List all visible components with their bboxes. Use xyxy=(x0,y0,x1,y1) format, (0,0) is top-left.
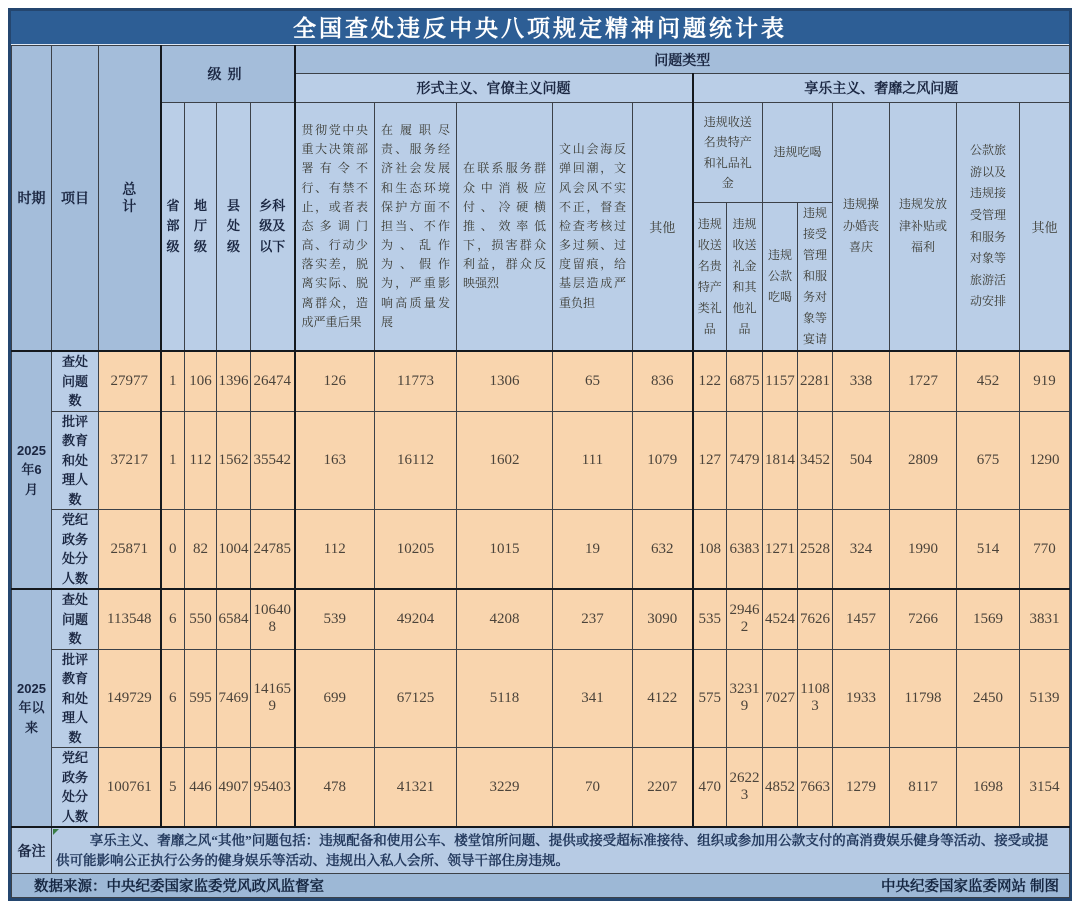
value-cell: 112 xyxy=(295,510,375,590)
value-cell: 113548 xyxy=(99,589,161,649)
value-cell: 1 xyxy=(161,351,185,411)
value-cell: 1 xyxy=(161,411,185,510)
period-cell: 2025年6月 xyxy=(12,351,52,589)
value-cell: 141659 xyxy=(251,649,295,748)
table-row xyxy=(12,649,1070,748)
table-row xyxy=(12,589,1070,649)
col-group-banquets: 违规吃喝 xyxy=(763,103,833,203)
col-group-hedonism: 享乐主义、奢靡之风问题 xyxy=(693,74,1070,103)
data-source: 数据来源：中央纪委国家监委党风政风监督室 xyxy=(34,879,324,896)
value-cell: 127 xyxy=(693,411,727,510)
value-cell: 126 xyxy=(295,351,375,411)
value-cell: 11083 xyxy=(798,649,833,748)
value-cell: 1279 xyxy=(833,748,890,828)
value-cell: 237 xyxy=(553,589,633,649)
value-cell: 70 xyxy=(553,748,633,828)
value-cell: 6875 xyxy=(727,351,763,411)
value-cell: 5118 xyxy=(457,649,553,748)
value-cell: 341 xyxy=(553,649,633,748)
value-cell: 2207 xyxy=(633,748,693,828)
credit: 中央纪委国家监委网站 制图 xyxy=(880,879,1060,896)
value-cell: 8117 xyxy=(890,748,957,828)
value-cell: 26474 xyxy=(251,351,295,411)
col-header-accepting-banquets: 违规接受管理和服务对象等宴请 xyxy=(798,203,833,352)
header-row-3 xyxy=(12,103,1070,203)
value-cell: 7479 xyxy=(727,411,763,510)
statistics-table xyxy=(11,45,1070,898)
value-cell: 7626 xyxy=(798,589,833,649)
value-cell: 1396 xyxy=(217,351,251,411)
item-cell: 党纪政务处分人数 xyxy=(52,510,99,590)
value-cell: 6383 xyxy=(727,510,763,590)
value-cell: 470 xyxy=(693,748,727,828)
value-cell: 7469 xyxy=(217,649,251,748)
value-cell: 112 xyxy=(185,411,217,510)
value-cell: 6 xyxy=(161,589,185,649)
value-cell: 1015 xyxy=(457,510,553,590)
value-cell: 1569 xyxy=(957,589,1020,649)
green-corner-marker xyxy=(53,829,59,835)
value-cell: 3229 xyxy=(457,748,553,828)
col-header-level-county: 县处级 xyxy=(217,103,251,352)
col-header-hedonism-other: 其他 xyxy=(1020,103,1070,352)
col-group-level: 级别 xyxy=(161,46,295,103)
col-header-weddings-funerals: 违规操办婚丧喜庆 xyxy=(833,103,890,352)
value-cell: 504 xyxy=(833,411,890,510)
value-cell: 1004 xyxy=(217,510,251,590)
value-cell: 3090 xyxy=(633,589,693,649)
value-cell: 16112 xyxy=(375,411,457,510)
value-cell: 535 xyxy=(693,589,727,649)
item-cell: 查处问题数 xyxy=(52,589,99,649)
value-cell: 595 xyxy=(185,649,217,748)
value-cell: 338 xyxy=(833,351,890,411)
col-group-gifts: 违规收送名贵特产和礼品礼金 xyxy=(693,103,763,203)
value-cell: 25871 xyxy=(99,510,161,590)
value-cell: 29462 xyxy=(727,589,763,649)
table-row xyxy=(12,351,1070,411)
value-cell: 106408 xyxy=(251,589,295,649)
col-header-formalism-4: 文山会海反弹回潮，文风会风不实不正，督查检查考核过多过频、过度留痕，给基层造成严重负担 xyxy=(553,103,633,352)
value-cell: 2450 xyxy=(957,649,1020,748)
value-cell: 699 xyxy=(295,649,375,748)
value-cell: 1602 xyxy=(457,411,553,510)
value-cell: 95403 xyxy=(251,748,295,828)
value-cell: 41321 xyxy=(375,748,457,828)
value-cell: 5 xyxy=(161,748,185,828)
col-header-formalism-other: 其他 xyxy=(633,103,693,352)
value-cell: 1814 xyxy=(763,411,798,510)
value-cell: 49204 xyxy=(375,589,457,649)
table-row xyxy=(12,748,1070,828)
value-cell: 100761 xyxy=(99,748,161,828)
value-cell: 5139 xyxy=(1020,649,1070,748)
value-cell: 149729 xyxy=(99,649,161,748)
value-cell: 11773 xyxy=(375,351,457,411)
value-cell: 27977 xyxy=(99,351,161,411)
item-cell: 批评教育和处理人数 xyxy=(52,411,99,510)
value-cell: 111 xyxy=(553,411,633,510)
value-cell: 1990 xyxy=(890,510,957,590)
item-cell: 批评教育和处理人数 xyxy=(52,649,99,748)
value-cell: 539 xyxy=(295,589,375,649)
col-group-problem-type: 问题类型 xyxy=(295,46,1070,74)
source-cell xyxy=(12,874,1070,898)
value-cell: 1933 xyxy=(833,649,890,748)
value-cell: 0 xyxy=(161,510,185,590)
col-header-total: 总计 xyxy=(99,46,161,352)
value-cell: 3452 xyxy=(798,411,833,510)
value-cell: 919 xyxy=(1020,351,1070,411)
value-cell: 452 xyxy=(957,351,1020,411)
value-cell: 19 xyxy=(553,510,633,590)
value-cell: 6584 xyxy=(217,589,251,649)
col-header-item: 项目 xyxy=(52,46,99,352)
value-cell: 1306 xyxy=(457,351,553,411)
col-header-period: 时期 xyxy=(12,46,52,352)
note-row xyxy=(12,827,1070,874)
value-cell: 1457 xyxy=(833,589,890,649)
value-cell: 770 xyxy=(1020,510,1070,590)
value-cell: 675 xyxy=(957,411,1020,510)
value-cell: 1079 xyxy=(633,411,693,510)
value-cell: 10205 xyxy=(375,510,457,590)
value-cell: 3831 xyxy=(1020,589,1070,649)
statistics-table-frame xyxy=(8,8,1072,901)
table-footer xyxy=(12,827,1070,898)
value-cell: 65 xyxy=(553,351,633,411)
value-cell: 106 xyxy=(185,351,217,411)
value-cell: 32319 xyxy=(727,649,763,748)
value-cell: 7663 xyxy=(798,748,833,828)
value-cell: 26223 xyxy=(727,748,763,828)
value-cell: 67125 xyxy=(375,649,457,748)
col-header-formalism-1: 贯彻党中央重大决策部署有令不行、有禁不止，或者表态多调门高、行动少落实差，脱离实际、脱离群众，造成严重后果 xyxy=(295,103,375,352)
source-row xyxy=(12,874,1070,898)
value-cell: 4122 xyxy=(633,649,693,748)
value-cell: 4524 xyxy=(763,589,798,649)
value-cell: 2809 xyxy=(890,411,957,510)
value-cell: 4208 xyxy=(457,589,553,649)
value-cell: 2528 xyxy=(798,510,833,590)
col-header-level-prefecture: 地厅级 xyxy=(185,103,217,352)
value-cell: 446 xyxy=(185,748,217,828)
table-body xyxy=(12,351,1070,827)
col-header-level-township: 乡科级及以下 xyxy=(251,103,295,352)
header-row-1 xyxy=(12,46,1070,74)
value-cell: 1562 xyxy=(217,411,251,510)
value-cell: 7027 xyxy=(763,649,798,748)
value-cell: 108 xyxy=(693,510,727,590)
value-cell: 324 xyxy=(833,510,890,590)
value-cell: 24785 xyxy=(251,510,295,590)
value-cell: 2281 xyxy=(798,351,833,411)
col-header-level-province: 省部级 xyxy=(161,103,185,352)
value-cell: 1290 xyxy=(1020,411,1070,510)
value-cell: 122 xyxy=(693,351,727,411)
note-text: 享乐主义、奢靡之风“其他”问题包括：违规配备和使用公车、楼堂馆所问题、提供或接受超标准接待、组织或参加用公款支付的高消费娱乐健身等活动、接受或提供可能影响公正执行公务的健身娱乐等活动、违规出入私人会所、领导干部住房违规。 xyxy=(56,833,1049,868)
value-cell: 163 xyxy=(295,411,375,510)
col-header-cash-gifts: 违规收送礼金和其他礼品 xyxy=(727,203,763,352)
value-cell: 11798 xyxy=(890,649,957,748)
value-cell: 514 xyxy=(957,510,1020,590)
col-header-formalism-3: 在联系服务群众中消极应付、冷硬横推、效率低下，损害群众利益，群众反映强烈 xyxy=(457,103,553,352)
value-cell: 1271 xyxy=(763,510,798,590)
value-cell: 4907 xyxy=(217,748,251,828)
col-header-formalism-2: 在履职尽责、服务经济社会发展和生态环境保护方面不担当、不作为、乱作为、假作为，严重影响高质量发展 xyxy=(375,103,457,352)
value-cell: 3154 xyxy=(1020,748,1070,828)
value-cell: 6 xyxy=(161,649,185,748)
value-cell: 632 xyxy=(633,510,693,590)
value-cell: 478 xyxy=(295,748,375,828)
note-cell xyxy=(52,827,1070,874)
value-cell: 4852 xyxy=(763,748,798,828)
col-header-public-funds-dining: 违规公款吃喝 xyxy=(763,203,798,352)
period-cell: 2025年以来 xyxy=(12,589,52,827)
value-cell: 37217 xyxy=(99,411,161,510)
col-header-allowances: 违规发放津补贴或福利 xyxy=(890,103,957,352)
col-header-specialty-gifts: 违规收送名贵特产类礼品 xyxy=(693,203,727,352)
note-label: 备注 xyxy=(12,827,52,874)
table-row xyxy=(12,510,1070,590)
value-cell: 575 xyxy=(693,649,727,748)
page-title: 全国查处违反中央八项规定精神问题统计表 xyxy=(11,11,1069,45)
value-cell: 7266 xyxy=(890,589,957,649)
item-cell: 查处问题数 xyxy=(52,351,99,411)
value-cell: 1157 xyxy=(763,351,798,411)
col-header-public-funded-travel: 公款旅游以及违规接受管理和服务对象等旅游活动安排 xyxy=(957,103,1020,352)
value-cell: 836 xyxy=(633,351,693,411)
table-row xyxy=(12,411,1070,510)
item-cell: 党纪政务处分人数 xyxy=(52,748,99,828)
value-cell: 1727 xyxy=(890,351,957,411)
value-cell: 35542 xyxy=(251,411,295,510)
value-cell: 1698 xyxy=(957,748,1020,828)
value-cell: 550 xyxy=(185,589,217,649)
table-header xyxy=(12,46,1070,352)
value-cell: 82 xyxy=(185,510,217,590)
col-group-formalism: 形式主义、官僚主义问题 xyxy=(295,74,693,103)
